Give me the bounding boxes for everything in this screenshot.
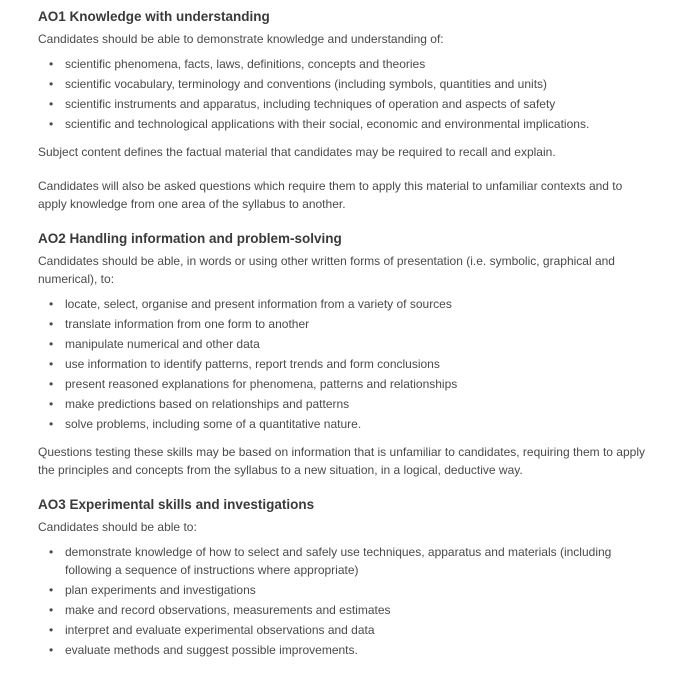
section-ao2: [38, 229, 654, 479]
bullet-icon: •: [49, 297, 54, 311]
bullet-item: [38, 295, 654, 313]
section-ao3-bullet-list: [38, 543, 654, 659]
bullet-icon: •: [49, 77, 54, 91]
bullet-icon: •: [49, 397, 54, 411]
bullet-icon: •: [49, 623, 54, 637]
bullet-icon: •: [49, 57, 54, 71]
section-ao1-bullet-list: [38, 55, 654, 133]
bullet-text: make predictions based on relationships and patterns: [65, 397, 350, 411]
bullet-item: [38, 315, 654, 333]
bullet-text: translate information from one form to another: [65, 317, 310, 331]
bullet-item: [38, 641, 654, 659]
bullet-text: scientific phenomena, facts, laws, definitions, concepts and theories: [65, 57, 426, 71]
bullet-icon: •: [49, 583, 54, 597]
bullet-text: locate, select, organise and present information from a variety of sources: [65, 297, 452, 311]
section-ao3: [38, 495, 654, 659]
bullet-icon: •: [49, 417, 54, 431]
bullet-text: manipulate numerical and other data: [65, 337, 260, 351]
section-ao1-paragraph: Candidates will also be asked questions which require them to apply this material to unfamiliar contexts and to apply knowledge from one area of the syllabus to another.: [38, 179, 623, 211]
section-ao2-heading: AO2 Handling information and problem-solving: [38, 231, 342, 246]
bullet-icon: •: [49, 337, 54, 351]
bullet-item: [38, 115, 654, 133]
bullet-item: [38, 415, 654, 433]
bullet-item: [38, 55, 654, 73]
bullet-text: scientific instruments and apparatus, including techniques of operation and aspects of safety: [65, 97, 556, 111]
bullet-text: interpret and evaluate experimental observations and data: [65, 623, 375, 637]
section-ao1-intro: Candidates should be able to demonstrate knowledge and understanding of:: [38, 32, 444, 46]
bullet-item: [38, 335, 654, 353]
bullet-item: [38, 95, 654, 113]
bullet-text: evaluate methods and suggest possible improvements.: [65, 643, 358, 657]
bullet-item: [38, 601, 654, 619]
bullet-icon: •: [49, 97, 54, 111]
bullet-item: [38, 355, 654, 373]
section-ao2-bullet-list: [38, 295, 654, 433]
bullet-text: plan experiments and investigations: [65, 583, 256, 597]
section-ao3-heading: AO3 Experimental skills and investigations: [38, 497, 315, 512]
bullet-text: present reasoned explanations for phenomena, patterns and relationships: [65, 377, 458, 391]
bullet-icon: •: [49, 357, 54, 371]
section-ao1-heading: AO1 Knowledge with understanding: [38, 9, 270, 24]
bullet-item: [38, 543, 654, 579]
bullet-icon: •: [49, 545, 54, 559]
bullet-icon: •: [49, 643, 54, 657]
bullet-icon: •: [49, 377, 54, 391]
bullet-icon: •: [49, 603, 54, 617]
section-ao3-intro: Candidates should be able to:: [38, 520, 197, 534]
section-ao2-paragraph: Questions testing these skills may be based on information that is unfamiliar to candidates, requiring them to apply the principles and concepts from the syllabus to a new situation, in a logical, deductive way.: [38, 445, 645, 477]
bullet-text: use information to identify patterns, report trends and form conclusions: [65, 357, 440, 371]
section-ao1: [38, 7, 654, 213]
bullet-text: make and record observations, measurements and estimates: [65, 603, 391, 617]
bullet-text: scientific and technological applications with their social, economic and environmental implications.: [65, 117, 590, 131]
bullet-icon: •: [49, 117, 54, 131]
bullet-item: [38, 621, 654, 639]
bullet-icon: •: [49, 317, 54, 331]
bullet-item: [38, 75, 654, 93]
section-ao1-paragraph: Subject content defines the factual material that candidates may be required to recall and explain.: [38, 145, 556, 159]
section-ao2-intro: Candidates should be able, in words or using other written forms of presentation (i.e. symbolic, graphical and numerical), to:: [38, 254, 615, 286]
bullet-text: scientific vocabulary, terminology and conventions (including symbols, quantities and units): [65, 77, 548, 91]
bullet-item: [38, 581, 654, 599]
bullet-item: [38, 395, 654, 413]
bullet-text: solve problems, including some of a quantitative nature.: [65, 417, 362, 431]
bullet-text: demonstrate knowledge of how to select and safely use techniques, apparatus and materials (including following a sequence of instructions where appropriate): [65, 545, 612, 577]
bullet-item: [38, 375, 654, 393]
